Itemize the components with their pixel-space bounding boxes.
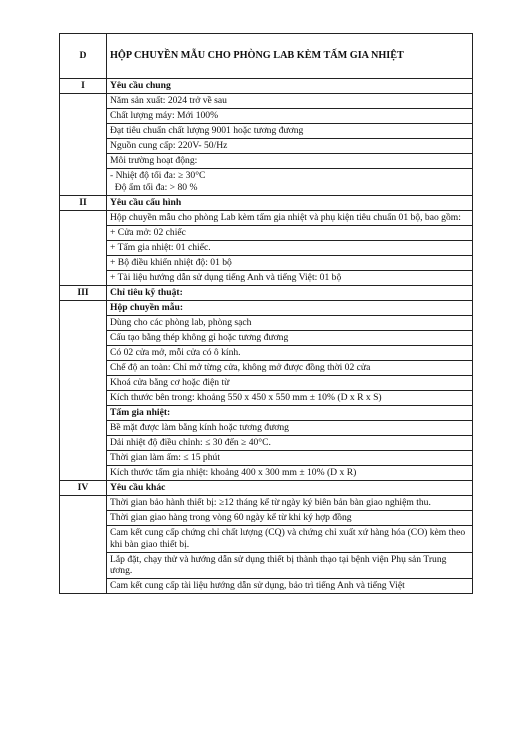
section-title: Yêu cầu khác [107,480,473,495]
table-row: Hộp chuyền mẫu cho phòng Lab kèm tấm gia nhiệt và phụ kiện tiêu chuẩn 01 bộ, bao gồm: [107,210,473,225]
table-row: Lắp đặt, chạy thử và hướng dẫn sử dụng thiết bị thành thạo tại bệnh viện Phụ sản Trung ương. [107,552,473,579]
table-row: Dải nhiệt độ điều chỉnh: ≤ 30 đến ≥ 40°C. [107,435,473,450]
table-row: Cam kết cung cấp chứng chỉ chất lượng (CQ) và chứng chỉ xuất xứ hàng hóa (CO) kèm theo khi bàn giao thiết bị. [107,525,473,552]
subsection-title: Hộp chuyền mẫu: [107,300,473,315]
table-row: + Cửa mở: 02 chiếc [107,225,473,240]
index-cell [60,495,107,594]
section-row [60,195,473,210]
section-index: I [60,79,107,94]
table-row: - Nhiệt độ tối đa: ≥ 30°C Độ ẩm tối đa: > 80 % [107,168,473,195]
table-row: Môi trường hoạt động: [107,153,473,168]
table-row: + Tấm gia nhiệt: 01 chiếc. [107,240,473,255]
table-row: Kích thước tấm gia nhiệt: khoảng 400 x 300 mm ± 10% (D x R) [107,465,473,480]
section-title: Chỉ tiêu kỹ thuật: [107,285,473,300]
section-row [60,285,473,300]
index-cell [60,93,107,195]
header-row [60,34,473,79]
header-index: D [60,34,107,79]
section-title: Yêu cầu chung [107,79,473,94]
table-row: Nguồn cung cấp: 220V- 50/Hz [107,138,473,153]
table-row: Cam kết cung cấp tài liệu hướng dẫn sử dụng, bảo trì tiếng Anh và tiếng Việt [107,579,473,594]
section-title: Yêu cầu cấu hình [107,195,473,210]
table-row: Dùng cho các phòng lab, phòng sạch [107,315,473,330]
table-row: Chất lượng máy: Mới 100% [107,108,473,123]
table-row: Có 02 cửa mở, mỗi cửa có ô kính. [107,345,473,360]
index-cell [60,300,107,480]
table-row: + Tài liệu hướng dẫn sử dụng tiếng Anh và tiếng Việt: 01 bộ [107,270,473,285]
index-cell [60,210,107,285]
section-index: IV [60,480,107,495]
subsection-title: Tấm gia nhiệt: [107,405,473,420]
table-row: Đạt tiêu chuẩn chất lượng 9001 hoặc tương đương [107,123,473,138]
section-index: III [60,285,107,300]
table-row: Kích thước bên trong: khoảng 550 x 450 x 550 mm ± 10% (D x R x S) [107,390,473,405]
table-row: Năm sản xuất: 2024 trở về sau [107,93,473,108]
table-row: Khoá cửa bằng cơ hoặc điện từ [107,375,473,390]
section-row [60,480,473,495]
table-row: Thời gian bảo hành thiết bị: ≥12 tháng kể từ ngày ký biên bản bàn giao nghiệm thu. [107,495,473,510]
table-row: Cấu tạo bằng thép không gỉ hoặc tương đương [107,330,473,345]
table-row: Thời gian làm ấm: ≤ 15 phút [107,450,473,465]
table-row: Chế độ an toàn: Chỉ mở từng cửa, không mở được đồng thời 02 cửa [107,360,473,375]
table-row: Thời gian giao hàng trong vòng 60 ngày kể từ khi ký hợp đồng [107,510,473,525]
spec-table [59,33,473,594]
table-row: + Bộ điều khiển nhiệt độ: 01 bộ [107,255,473,270]
table-row: Bề mặt được làm bằng kính hoặc tương đương [107,420,473,435]
section-index: II [60,195,107,210]
header-title: HỘP CHUYỀN MẪU CHO PHÒNG LAB KÈM TẤM GIA NHIỆT [107,34,473,79]
section-row [60,79,473,94]
